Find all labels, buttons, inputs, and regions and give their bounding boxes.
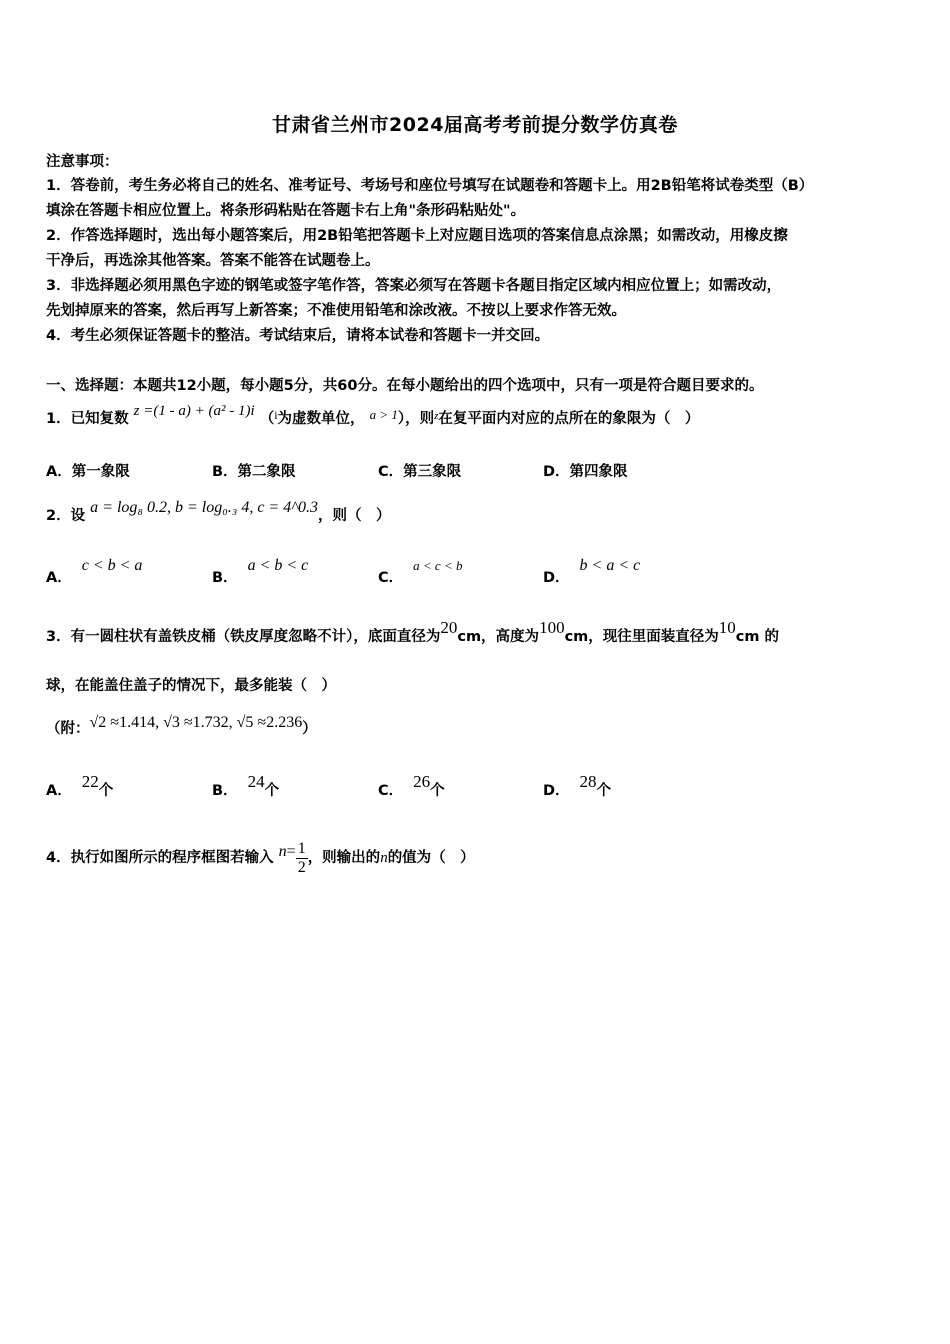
q4-fraction	[296, 840, 308, 877]
q4-fraction-num: 1	[297, 839, 306, 857]
q1-mid3: ），则	[397, 411, 435, 427]
notice-line-2b: 干净后，再选涂其他答案。答案不能答在试题卷上。	[46, 253, 380, 269]
question-4	[46, 838, 906, 878]
notice-heading: 注意事项：	[46, 154, 119, 170]
q1-condition: a > 1	[369, 407, 398, 422]
notice-line-4: 4．考生必须保证答题卡的整洁。考试结束后，请将本试卷和答题卡一并交回。	[46, 328, 550, 344]
q2-suffix: ，则（ ）	[317, 508, 391, 524]
q2-value-b: a < b < c	[247, 557, 309, 574]
q1-option-a[interactable]: A．第一象限	[46, 464, 130, 480]
question-3	[46, 618, 906, 648]
q1-mid1: （	[259, 411, 275, 427]
q2-label-b: B．	[212, 570, 238, 586]
q3-value-a: 22	[81, 772, 99, 791]
q3-line-2: 球，在能盖住盖子的情况下，最多能装（ ）	[46, 678, 336, 694]
q3-ball-diameter: 10	[718, 618, 736, 637]
q3-label-c: C．	[378, 783, 404, 799]
q3-option-c[interactable]	[378, 772, 445, 800]
q2-option-c[interactable]	[378, 558, 463, 587]
q3-unit-a: 个	[98, 783, 114, 799]
q3-label-d: D．	[543, 783, 570, 799]
q4-var-2: n	[380, 850, 388, 866]
q2-option-d[interactable]	[543, 557, 641, 587]
q4-fraction-den: 2	[297, 858, 306, 876]
question-1	[46, 403, 906, 431]
notice-line-1b: 填涂在答题卡相应位置上。将条形码粘贴在答题卡右上角"条形码粘贴处"。	[46, 203, 526, 219]
q3-unit-d: 个	[596, 783, 612, 799]
notice-line-3a: 3．非选择题必须用黑色字迹的钢笔或签字笔作答，答案必须写在答题卡各题目指定区域内相应位置上；如需改动，	[46, 278, 782, 294]
q3-option-a[interactable]	[46, 772, 114, 800]
q2-value-c: a < c < b	[413, 558, 463, 573]
q3-option-d[interactable]	[543, 772, 612, 800]
q3-unit1: cm，高度为	[457, 629, 540, 645]
q3-value-b: 24	[247, 772, 265, 791]
section-heading: 一、选择题：本题共12小题，每小题5分，共60分。在每小题给出的四个选项中，只有一项是符合题目要求的。	[46, 378, 764, 394]
q2-option-a[interactable]	[46, 557, 143, 587]
q3-prefix: 3．有一圆柱状有盖铁皮桶（铁皮厚度忽略不计），底面直径为	[46, 629, 441, 645]
q2-prefix: 2．设	[46, 508, 86, 524]
q3-option-b[interactable]	[212, 772, 280, 800]
q3-note-suffix: ）	[302, 721, 317, 737]
q3-unit2: cm，现往里面装直径为	[564, 629, 719, 645]
q4-suffix: 的值为（ ）	[387, 850, 475, 866]
q3-value-c: 26	[413, 772, 431, 791]
q3-unit-c: 个	[430, 783, 445, 799]
q1-formula: z =(1 - a) + (a² - 1)i	[133, 403, 255, 419]
q1-option-d[interactable]: D．第四象限	[543, 464, 628, 480]
q3-label-a: A．	[46, 783, 72, 799]
q1-option-b[interactable]: B．第二象限	[212, 464, 296, 480]
notice-line-3b: 先划掉原来的答案，然后再写上新答案；不准使用铅笔和涂改液。不按以上要求作答无效。	[46, 303, 626, 319]
q3-note-prefix: （附：	[46, 721, 90, 737]
q2-label-c: C．	[378, 570, 404, 586]
q2-label-d: D．	[543, 570, 570, 586]
q2-label-a: A．	[46, 570, 72, 586]
q3-unit3: cm 的	[735, 629, 780, 645]
q2-value-a: c < b < a	[81, 557, 143, 574]
q1-i-symbol: i	[274, 408, 278, 422]
q3-unit-b: 个	[264, 783, 280, 799]
q3-note	[46, 714, 906, 740]
q2-option-b[interactable]	[212, 557, 309, 587]
page-title: 甘肃省兰州市2024届高考考前提分数学仿真卷	[272, 114, 678, 136]
notice-line-1a: 1．答卷前，考生务必将自己的姓名、准考证号、考场号和座位号填写在试题卷和答题卡上。用2B铅笔将试卷类型（B）	[46, 178, 814, 194]
q1-suffix: 在复平面内对应的点所在的象限为（ ）	[438, 411, 700, 427]
q3-height: 100	[539, 618, 565, 637]
q1-option-c[interactable]: C．第三象限	[378, 464, 462, 480]
q3-note-formula: √2 ≈1.414, √3 ≈1.732, √5 ≈2.236	[89, 714, 303, 731]
q4-mid: ，则输出的	[307, 850, 381, 866]
notice-line-2a: 2．作答选择题时，选出每小题答案后，用2B铅笔把答题卡上对应题目选项的答案信息点涂黑；如需改动，用橡皮擦	[46, 228, 788, 244]
q1-z-symbol: z	[434, 410, 439, 422]
q2-formula: a = log₈ 0.2, b = log₀.₃ 4, c = 4^0.3	[90, 499, 318, 516]
q1-mid2: 为虚数单位，	[277, 411, 365, 427]
q4-eq: =	[286, 843, 296, 860]
q4-prefix: 4．执行如图所示的程序框图若输入	[46, 850, 274, 866]
q1-prefix: 1．已知复数	[46, 411, 129, 427]
q4-var: n	[278, 843, 287, 860]
question-2	[46, 499, 906, 527]
q3-diameter: 20	[440, 618, 458, 637]
q2-value-d: b < a < c	[579, 557, 641, 574]
q3-label-b: B．	[212, 783, 238, 799]
q3-value-d: 28	[579, 772, 597, 791]
